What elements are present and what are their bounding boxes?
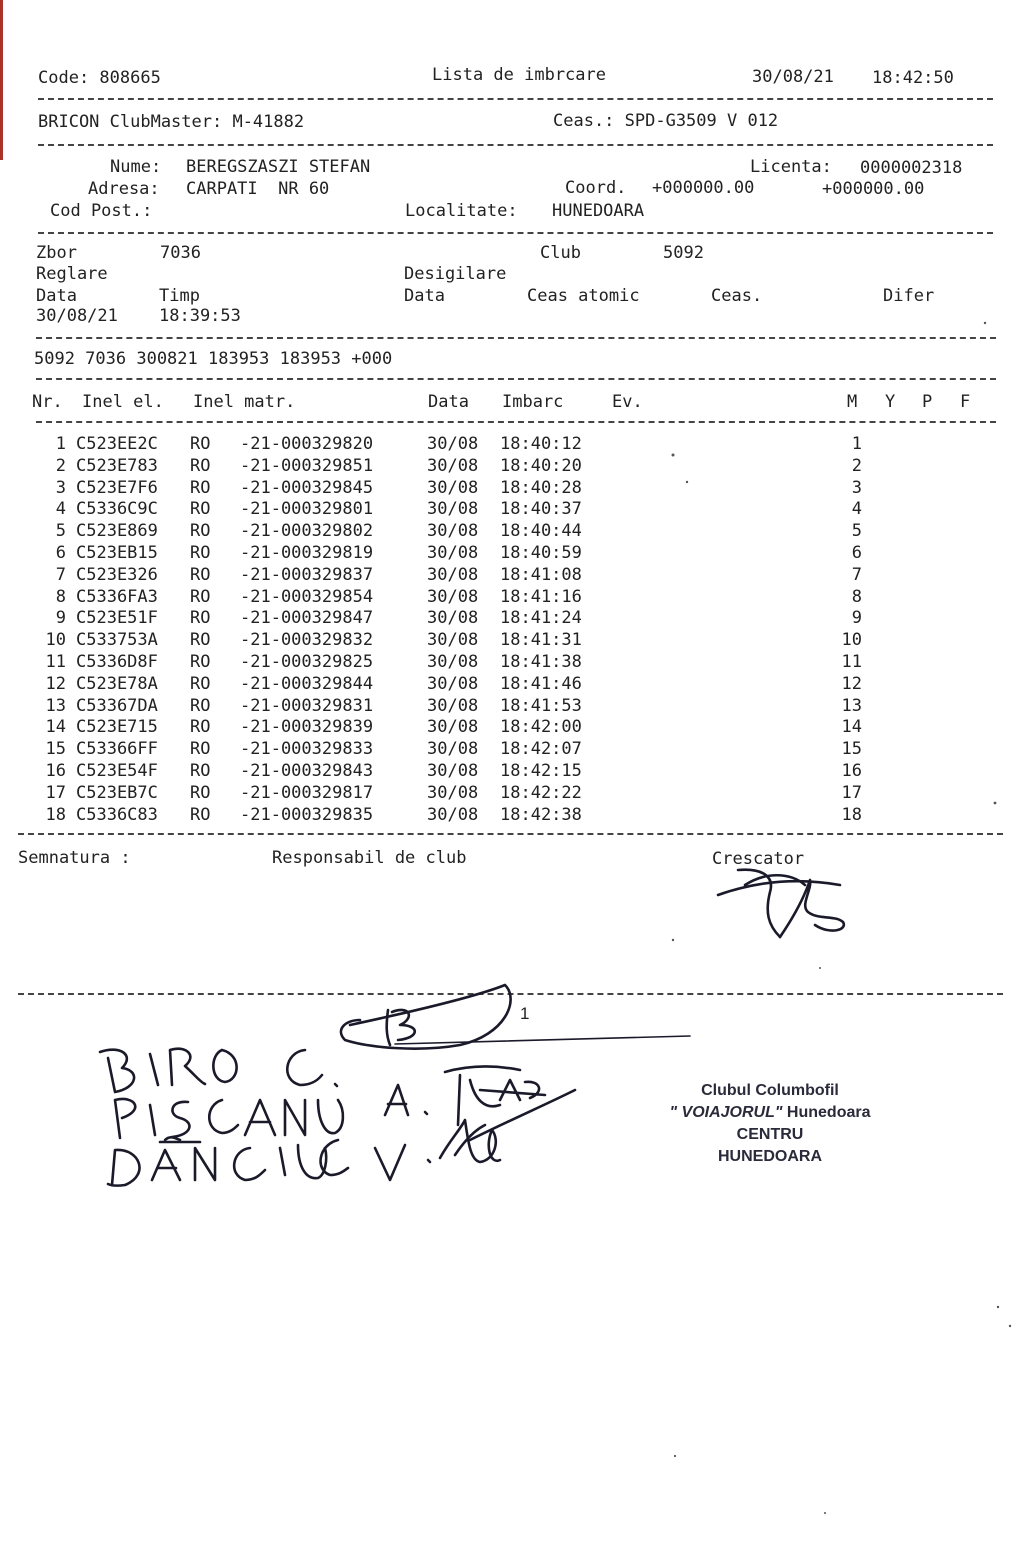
stamp-club-name: " VOIAJORUL" — [669, 1104, 783, 1121]
cell-date: 30/08 — [427, 673, 479, 694]
cell-nr: 3 — [55, 477, 66, 498]
cell-m: 9 — [851, 608, 862, 629]
cell-date: 30/08 — [427, 717, 479, 738]
cell-m: 1 — [851, 434, 862, 454]
cell-nr: 5 — [55, 521, 66, 542]
cell-el: C523EE2C — [76, 434, 158, 454]
cell-el: C53366FF — [76, 739, 158, 760]
cell-matr: -21-000329831 — [240, 695, 374, 716]
cell-m: 15 — [841, 739, 862, 760]
cell-country: RO — [190, 717, 211, 738]
col-inel-matr: Inel matr. — [193, 392, 296, 412]
cell-el: C5336C83 — [76, 804, 158, 825]
cell-el: C5336D8F — [76, 652, 158, 672]
col-m: M — [847, 392, 858, 412]
club-stamp — [640, 1080, 900, 1168]
cell-nr: 12 — [45, 673, 66, 694]
responsabil-label: Responsabil de club — [272, 848, 467, 868]
cell-country: RO — [190, 608, 211, 629]
cell-country: RO — [190, 630, 211, 651]
cell-date: 30/08 — [427, 586, 479, 607]
cell-nr: 8 — [55, 586, 66, 607]
cell-country: RO — [190, 521, 211, 542]
cell-m: 17 — [841, 782, 862, 803]
cell-el: C5336FA3 — [76, 586, 158, 607]
cell-time: 18:41:31 — [500, 630, 582, 651]
signature-line — [395, 1036, 690, 1044]
postcode-label: Cod Post.: — [50, 201, 153, 221]
col-y: Y — [885, 392, 896, 412]
cell-nr: 18 — [45, 804, 66, 825]
cell-date: 30/08 — [427, 499, 479, 520]
cell-date: 30/08 — [427, 564, 479, 585]
cell-time: 18:42:00 — [500, 717, 582, 738]
cell-date: 30/08 — [427, 521, 479, 542]
cell-nr: 4 — [55, 499, 66, 520]
cell-time: 18:40:59 — [500, 543, 582, 563]
document-title: Lista de imbrcare — [432, 65, 606, 85]
cell-el: C523E78A — [76, 673, 158, 694]
cell-el: C523E7F6 — [76, 477, 158, 498]
zbor-value: 7036 — [160, 243, 201, 263]
cell-date: 30/08 — [427, 477, 479, 498]
cell-m: 2 — [851, 455, 862, 476]
club-label: Club — [540, 243, 581, 263]
signature-piscanu — [445, 1066, 575, 1140]
col-data: Data — [428, 392, 469, 412]
cell-time: 18:42:07 — [500, 739, 582, 760]
cell-m: 14 — [841, 717, 862, 738]
cell-date: 30/08 — [427, 455, 479, 476]
cell-el: C523E783 — [76, 455, 158, 476]
cell-time: 18:41:16 — [500, 586, 582, 607]
cell-date: 30/08 — [427, 695, 479, 716]
cell-matr: -21-000329837 — [240, 564, 374, 585]
cell-m: 6 — [851, 543, 862, 563]
reglare-label: Reglare — [36, 264, 108, 284]
cell-time: 18:40:20 — [500, 455, 582, 476]
stamp-line-1: Clubul Columbofil — [701, 1082, 839, 1099]
cell-matr: -21-000329844 — [240, 673, 374, 694]
licence-label: Licenta: — [750, 157, 832, 177]
cell-el: C523EB7C — [76, 782, 158, 803]
data-label-2: Data — [404, 286, 445, 306]
col-nr: Nr. — [32, 392, 63, 412]
cell-nr: 17 — [45, 782, 66, 803]
cell-country: RO — [190, 477, 211, 498]
name-piscanu-a — [115, 1085, 427, 1142]
cell-nr: 9 — [55, 608, 66, 629]
summary-line: 5092 7036 300821 183953 183953 +000 — [34, 349, 393, 369]
cell-el: C53367DA — [76, 695, 158, 716]
ceas-label: Ceas. — [711, 286, 763, 306]
reglare-date: 30/08/21 — [36, 306, 118, 326]
address-value: CARPATI NR 60 — [186, 179, 330, 199]
cell-country: RO — [190, 761, 211, 781]
cell-el: C5336C9C — [76, 499, 158, 520]
cell-m: 18 — [841, 804, 862, 825]
cell-nr: 13 — [45, 695, 66, 716]
crescator-label: Crescator — [712, 849, 805, 869]
cell-date: 30/08 — [427, 652, 479, 672]
cell-matr: -21-000329825 — [240, 652, 374, 672]
cell-time: 18:41:46 — [500, 673, 582, 694]
col-inel-el: Inel el. — [82, 392, 164, 412]
cell-time: 18:40:28 — [500, 477, 582, 498]
cell-m: 3 — [851, 477, 862, 498]
cell-m: 5 — [851, 521, 862, 542]
cell-time: 18:41:38 — [500, 652, 582, 672]
stamp-city: Hunedoara — [786, 1104, 871, 1121]
name-danciuc-v — [108, 1137, 430, 1185]
cell-matr: -21-000329854 — [240, 586, 374, 607]
cell-el: C523E326 — [76, 564, 158, 585]
cell-nr: 6 — [55, 543, 66, 563]
col-f: F — [960, 392, 971, 412]
clubmaster-id: BRICON ClubMaster: M-41882 — [38, 112, 305, 132]
coord-1: +000000.00 — [652, 178, 755, 198]
cell-nr: 1 — [55, 434, 66, 454]
crescator-signature — [718, 870, 844, 937]
cell-matr: -21-000329817 — [240, 782, 374, 803]
cell-date: 30/08 — [427, 434, 479, 454]
cell-matr: -21-000329802 — [240, 521, 374, 542]
specks — [669, 322, 1012, 1514]
cell-matr: -21-000329801 — [240, 499, 374, 520]
cell-time: 18:42:22 — [500, 782, 582, 803]
cell-country: RO — [190, 804, 211, 825]
owner-name: BEREGSZASZI STEFAN — [186, 157, 371, 177]
cell-matr: -21-000329845 — [240, 477, 374, 498]
cell-time: 18:41:24 — [500, 608, 582, 629]
name-label: Nume: — [110, 157, 162, 177]
licence-value: 0000002318 — [860, 158, 963, 178]
locality-value: HUNEDOARA — [552, 201, 645, 221]
cell-country: RO — [190, 652, 211, 672]
cell-nr: 15 — [45, 739, 66, 760]
page-number: 1 — [520, 1004, 530, 1023]
clock-id: Ceas.: SPD-G3509 V 012 — [553, 111, 779, 131]
cell-date: 30/08 — [427, 761, 479, 781]
difer-label: Difer — [883, 286, 935, 306]
cell-date: 30/08 — [427, 782, 479, 803]
cell-date: 30/08 — [427, 804, 479, 825]
reglare-time: 18:39:53 — [159, 306, 241, 326]
cell-time: 18:40:44 — [500, 521, 582, 542]
club-value: 5092 — [663, 243, 704, 263]
cell-date: 30/08 — [427, 543, 479, 563]
cell-date: 30/08 — [427, 630, 479, 651]
ceas-atomic-label: Ceas atomic — [527, 286, 640, 306]
cell-date: 30/08 — [427, 739, 479, 760]
cell-m: 13 — [841, 695, 862, 716]
locality-label: Localitate: — [405, 201, 518, 221]
signature-biro — [341, 985, 511, 1049]
cell-nr: 14 — [45, 717, 66, 738]
cell-country: RO — [190, 499, 211, 520]
cell-matr: -21-000329832 — [240, 630, 374, 651]
cell-matr: -21-000329847 — [240, 608, 374, 629]
cell-country: RO — [190, 434, 211, 454]
cell-el: C523E54F — [76, 761, 158, 781]
zbor-label: Zbor — [36, 243, 77, 263]
address-label: Adresa: — [88, 179, 160, 199]
coord-label: Coord. — [565, 178, 627, 198]
col-imbarc: Imbarc — [502, 392, 564, 412]
cell-country: RO — [190, 695, 211, 716]
cell-m: 8 — [851, 586, 862, 607]
cell-country: RO — [190, 586, 211, 607]
cell-el: C533753A — [76, 630, 158, 651]
cell-nr: 10 — [45, 630, 66, 651]
semnatura-label: Semnatura : — [18, 848, 131, 868]
cell-el: C523E51F — [76, 608, 158, 629]
cell-country: RO — [190, 455, 211, 476]
cell-el: C523E715 — [76, 717, 158, 738]
cell-nr: 16 — [45, 761, 66, 781]
coord-2: +000000.00 — [822, 179, 925, 199]
cell-nr: 11 — [45, 652, 66, 672]
cell-m: 10 — [841, 630, 862, 651]
cell-date: 30/08 — [427, 608, 479, 629]
cell-m: 4 — [851, 499, 862, 520]
cell-matr: -21-000329839 — [240, 717, 374, 738]
stamp-line-4: HUNEDOARA — [718, 1148, 822, 1165]
cell-m: 12 — [841, 673, 862, 694]
cell-matr: -21-000329819 — [240, 543, 374, 563]
cell-time: 18:41:08 — [500, 564, 582, 585]
cell-country: RO — [190, 564, 211, 585]
cell-matr: -21-000329820 — [240, 434, 374, 454]
name-biro-c — [100, 1049, 337, 1092]
data-label: Data — [36, 286, 77, 306]
cell-m: 11 — [841, 652, 862, 672]
col-p: P — [922, 392, 933, 412]
cell-country: RO — [190, 543, 211, 563]
stamp-line-3: CENTRU — [736, 1126, 804, 1143]
timp-label: Timp — [159, 286, 200, 306]
cell-country: RO — [190, 782, 211, 803]
cell-country: RO — [190, 739, 211, 760]
header-date: 30/08/21 — [752, 67, 834, 87]
cell-nr: 7 — [55, 564, 66, 585]
cell-time: 18:40:37 — [500, 499, 582, 520]
header-time: 18:42:50 — [872, 68, 954, 88]
cell-matr: -21-000329851 — [240, 455, 374, 476]
cell-m: 7 — [851, 564, 862, 585]
cell-matr: -21-000329835 — [240, 804, 374, 825]
cell-time: 18:42:38 — [500, 804, 582, 825]
cell-matr: -21-000329833 — [240, 739, 374, 760]
desigilare-label: Desigilare — [404, 264, 507, 284]
col-ev: Ev. — [612, 392, 643, 412]
cell-country: RO — [190, 673, 211, 694]
cell-nr: 2 — [55, 455, 66, 476]
cell-time: 18:41:53 — [500, 695, 582, 716]
cell-time: 18:42:15 — [500, 761, 582, 781]
cell-matr: -21-000329843 — [240, 761, 374, 781]
code-label: Code: 808665 — [38, 68, 161, 88]
cell-m: 16 — [841, 761, 862, 781]
cell-time: 18:40:12 — [500, 434, 582, 454]
cell-el: C523EB15 — [76, 543, 158, 563]
cell-el: C523E869 — [76, 521, 158, 542]
